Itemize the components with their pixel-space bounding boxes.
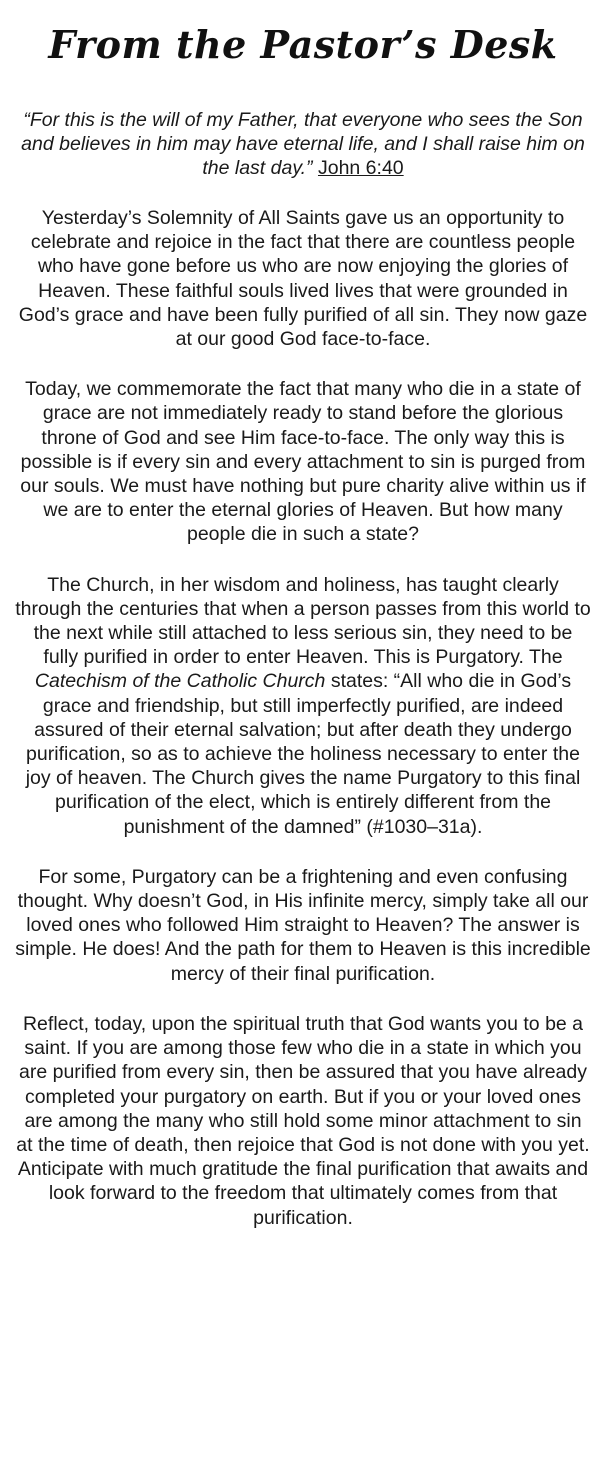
scripture-quote-text: “For this is the will of my Father, that everyone who sees the Son and believes in him may have eternal life, and I shall raise him on the last day.”: [21, 109, 585, 179]
paragraph-purgatory-teaching: [14, 573, 592, 839]
page-title: From the Pastor’s Desk: [48, 22, 558, 67]
paragraph-mercy: For some, Purgatory can be a frightening and even confusing thought. Why doesn’t God, in His infinite mercy, simply take all our loved ones who followed Him straight to Heaven? The answer is simple. He does! And the path for them to Heaven is this incredible mercy of their final purification.: [15, 865, 591, 985]
scripture-quote: [14, 108, 592, 180]
paragraph-state-of-grace: Today, we commemorate the fact that many who die in a state of grace are not immediately ready to stand before the glorious throne of God and see Him face-to-face. The only way this is possible is if every sin and every attachment to sin is purged from our souls. We must have nothing but pure charity alive within us if we are to enter the eternal glories of Heaven. But how many people die in such a state?: [20, 378, 586, 546]
catechism-quotation: states: “All who die in God’s grace and friendship, but still imperfectly purified, are indeed assured of their eternal salvation; but after death they undergo purification, so as to achieve the holiness necessary to enter the joy of heaven. The Church gives the name Purgatory to this final purification of the elect, which is entirely different from the punishment of the damned” (#1030–31a).: [25, 670, 581, 838]
scripture-reference: John 6:40: [317, 157, 404, 179]
paragraph-purgatory-intro: The Church, in her wisdom and holiness, has taught clearly through the centuries that when a person passes from this world to the next while still attached to less serious sin, they need to be fully purified in order to enter Heaven. This is Purgatory. The: [15, 573, 591, 669]
paragraph-reflection: Reflect, today, upon the spiritual truth that God wants you to be a saint. If you are among those few who die in a state in which you are purified from every sin, then be assured that you have already completed your purgatory on earth. But if you or your loved ones are among the many who still hold some minor attachment to sin at the time of death, then rejoice that God is not done with you yet. Anticipate with much gratitude the final purification that awaits and look forward to the freedom that ultimately comes from that purification.: [16, 1012, 590, 1229]
paragraph-all-saints: Yesterday’s Solemnity of All Saints gave us an opportunity to celebrate and rejoice in the fact that there are countless people who have gone before us who are now enjoying the glories of Heaven. These faithful souls lived lives that were grounded in God’s grace and have been fully purified of all sin. They now gaze at our good God face-to-face.: [18, 207, 588, 351]
catechism-title: Catechism of the Catholic Church: [34, 670, 326, 693]
